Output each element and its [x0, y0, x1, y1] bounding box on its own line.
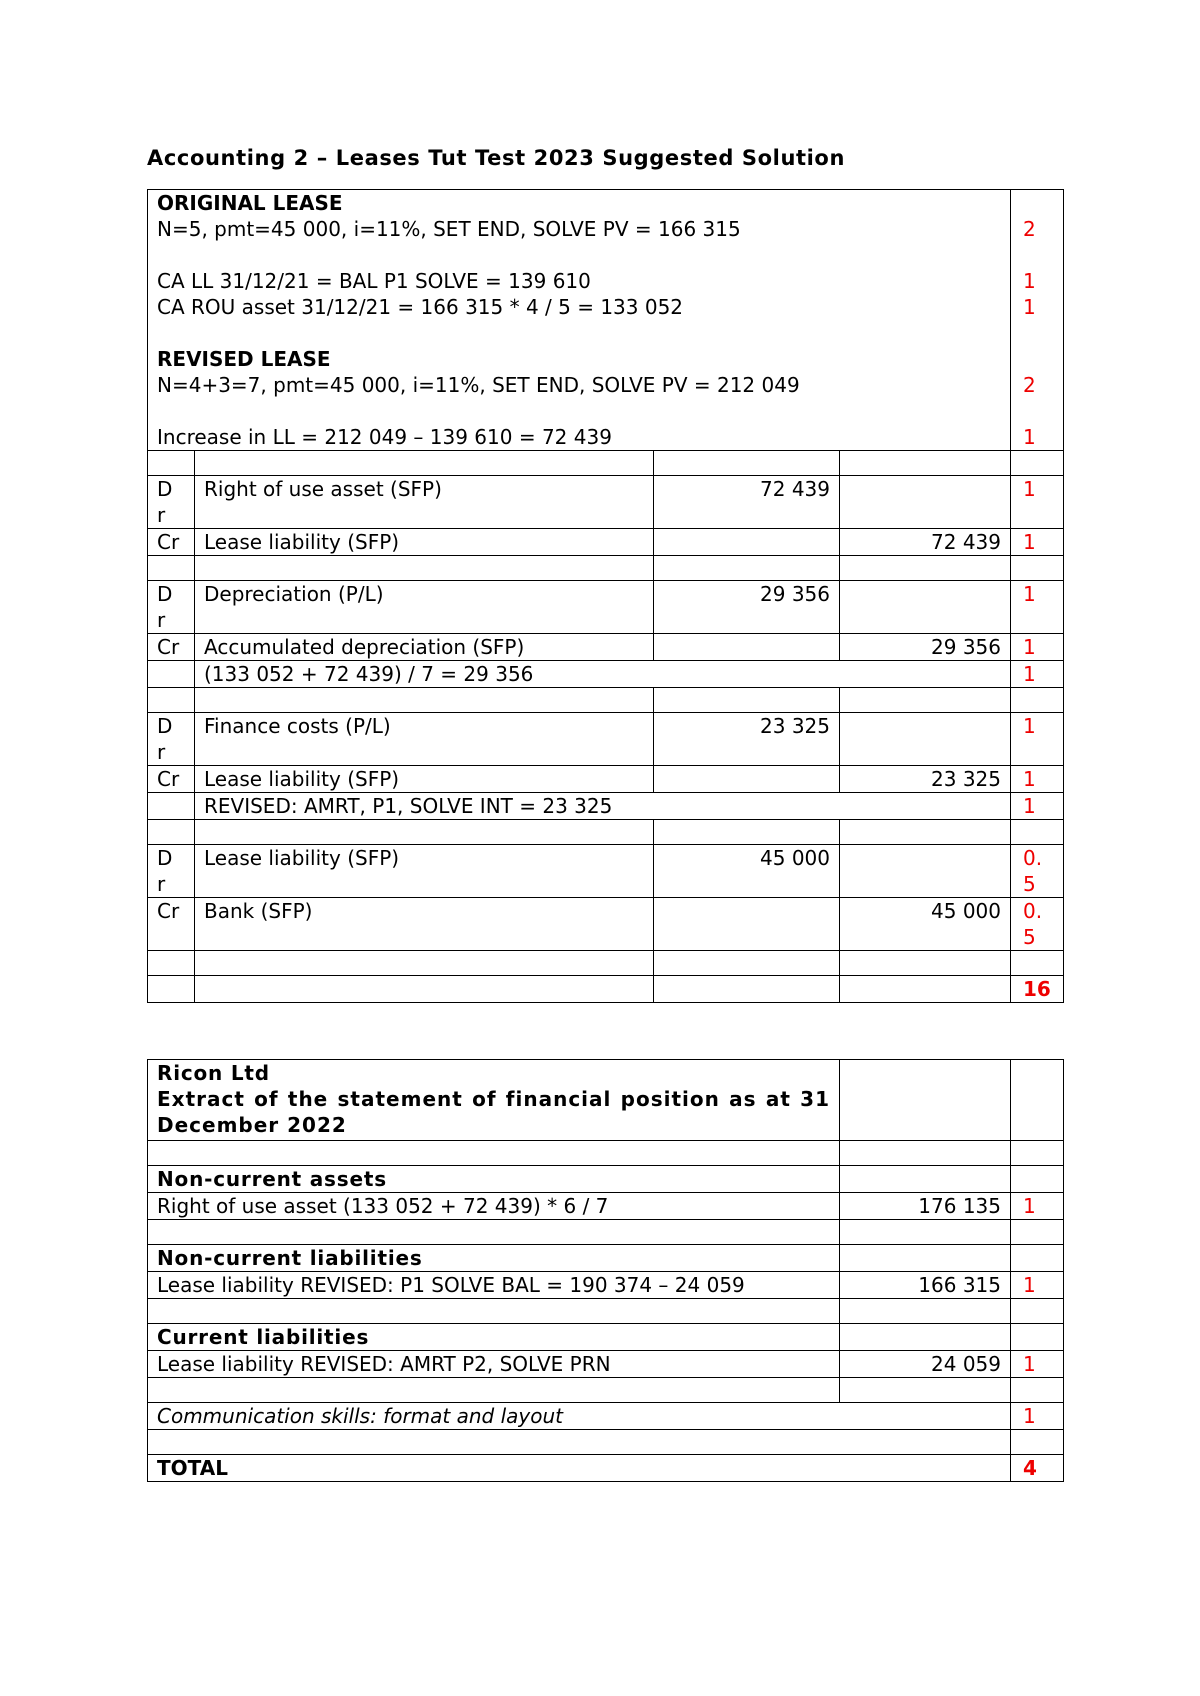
calculation-cell [148, 190, 1011, 451]
carrying-amount-ll-calc: CA LL 31/12/21 = BAL P1 SOLVE = 139 610 [157, 269, 591, 293]
journal-total-mark: 16 [1011, 976, 1064, 1003]
mark: 1 [1011, 793, 1064, 820]
credit-indicator: Cr [148, 634, 195, 661]
mark: 1 [1023, 295, 1036, 319]
mark: 2 [1023, 217, 1036, 241]
mark: 0. 5 [1011, 898, 1064, 951]
mark: 0. 5 [1011, 845, 1064, 898]
non-current-liabilities-heading: Non-current liabilities [148, 1245, 840, 1272]
journal-note-row [148, 793, 1064, 820]
mark: 1 [1011, 581, 1064, 634]
debit-indicator: D r [148, 713, 195, 766]
mark: 2 [1023, 373, 1036, 397]
ncl-lease-liability-amount: 166 315 [840, 1272, 1011, 1299]
journal-note: (133 052 + 72 439) / 7 = 29 356 [195, 661, 1011, 688]
sfp-heading-cell [148, 1060, 840, 1141]
debit-indicator: D r [148, 581, 195, 634]
spacer-row [148, 1378, 1064, 1403]
total-row [148, 1455, 1064, 1482]
credit-amount: 23 325 [840, 766, 1011, 793]
communication-skills-label: Communication skills: format and layout [148, 1403, 1011, 1430]
debit-account: Lease liability (SFP) [195, 845, 654, 898]
credit-account: Lease liability (SFP) [195, 766, 654, 793]
total-label: TOTAL [148, 1455, 1011, 1482]
cl-lease-liability-label: Lease liability REVISED: AMRT P2, SOLVE PRN [148, 1351, 840, 1378]
mark: 1 [1011, 766, 1064, 793]
mark: 1 [1011, 634, 1064, 661]
debit-account: Depreciation (P/L) [195, 581, 654, 634]
spacer-row [148, 451, 1064, 476]
spacer-row [148, 1141, 1064, 1166]
credit-indicator: Cr [148, 529, 195, 556]
carrying-amount-rou-calc: CA ROU asset 31/12/21 = 166 315 * 4 / 5 = 133 052 [157, 295, 684, 319]
ncl-lease-liability-label: Lease liability REVISED: P1 SOLVE BAL = 190 374 – 24 059 [148, 1272, 840, 1299]
total-row [148, 976, 1064, 1003]
original-lease-heading: ORIGINAL LEASE [157, 191, 343, 215]
journal-note: REVISED: AMRT, P1, SOLVE INT = 23 325 [195, 793, 1011, 820]
current-liabilities-heading: Current liabilities [148, 1324, 840, 1351]
spacer-row [148, 820, 1064, 845]
section-heading-row [148, 1324, 1064, 1351]
journal-debit-row [148, 581, 1064, 634]
cl-lease-liability-amount: 24 059 [840, 1351, 1011, 1378]
non-current-assets-heading: Non-current assets [148, 1166, 840, 1193]
debit-amount: 29 356 [654, 581, 840, 634]
debit-indicator: D r [148, 845, 195, 898]
credit-indicator: Cr [148, 766, 195, 793]
revised-pv-calc: N=4+3=7, pmt=45 000, i=11%, SET END, SOLVE PV = 212 049 [157, 373, 800, 397]
credit-indicator: Cr [148, 898, 195, 951]
mark: 1 [1011, 713, 1064, 766]
credit-account: Bank (SFP) [195, 898, 654, 951]
sfp-extract-table [147, 1059, 1064, 1482]
journal-debit-row [148, 845, 1064, 898]
mark: 1 [1011, 529, 1064, 556]
debit-indicator: D r [148, 476, 195, 529]
mark: 1 [1011, 476, 1064, 529]
calculation-row [148, 190, 1064, 451]
mark: 1 [1011, 1403, 1064, 1430]
sfp-heading-row [148, 1060, 1064, 1141]
journal-solution-table [147, 189, 1064, 1003]
credit-amount: 29 356 [840, 634, 1011, 661]
section-heading-row [148, 1245, 1064, 1272]
mark: 1 [1011, 661, 1064, 688]
rou-asset-amount: 176 135 [840, 1193, 1011, 1220]
debit-account: Finance costs (P/L) [195, 713, 654, 766]
sfp-line-row [148, 1272, 1064, 1299]
debit-amount: 72 439 [654, 476, 840, 529]
spacer-row [148, 1220, 1064, 1245]
spacer-row [148, 556, 1064, 581]
mark: 1 [1023, 425, 1036, 449]
journal-credit-row [148, 529, 1064, 556]
credit-amount: 45 000 [840, 898, 1011, 951]
original-pv-calc: N=5, pmt=45 000, i=11%, SET END, SOLVE PV = 166 315 [157, 217, 741, 241]
journal-debit-row [148, 476, 1064, 529]
revised-lease-heading: REVISED LEASE [157, 347, 331, 371]
spacer-row [148, 688, 1064, 713]
mark: 1 [1011, 1272, 1064, 1299]
sfp-line-row [148, 1351, 1064, 1378]
credit-account: Lease liability (SFP) [195, 529, 654, 556]
journal-credit-row [148, 766, 1064, 793]
mark: 1 [1011, 1193, 1064, 1220]
credit-account: Accumulated depreciation (SFP) [195, 634, 654, 661]
spacer-row [148, 1299, 1064, 1324]
journal-note-row [148, 661, 1064, 688]
spacer-row [148, 951, 1064, 976]
debit-amount: 45 000 [654, 845, 840, 898]
credit-amount: 72 439 [840, 529, 1011, 556]
journal-credit-row [148, 898, 1064, 951]
journal-debit-row [148, 713, 1064, 766]
company-name: Ricon Ltd [157, 1061, 270, 1085]
mark: 1 [1011, 1351, 1064, 1378]
debit-amount: 23 325 [654, 713, 840, 766]
document-title: Accounting 2 – Leases Tut Test 2023 Suggested Solution [147, 146, 846, 170]
rou-asset-label: Right of use asset (133 052 + 72 439) * 6 / 7 [148, 1193, 840, 1220]
communication-row [148, 1403, 1064, 1430]
debit-account: Right of use asset (SFP) [195, 476, 654, 529]
journal-credit-row [148, 634, 1064, 661]
calculation-marks [1011, 190, 1064, 451]
increase-in-ll-calc: Increase in LL = 212 049 – 139 610 = 72 439 [157, 425, 612, 449]
mark: 1 [1023, 269, 1036, 293]
total-mark: 4 [1011, 1455, 1064, 1482]
section-heading-row [148, 1166, 1064, 1193]
sfp-heading: Extract of the statement of financial position as at 31 December 2022 [157, 1087, 830, 1137]
sfp-line-row [148, 1193, 1064, 1220]
spacer-row [148, 1430, 1064, 1455]
